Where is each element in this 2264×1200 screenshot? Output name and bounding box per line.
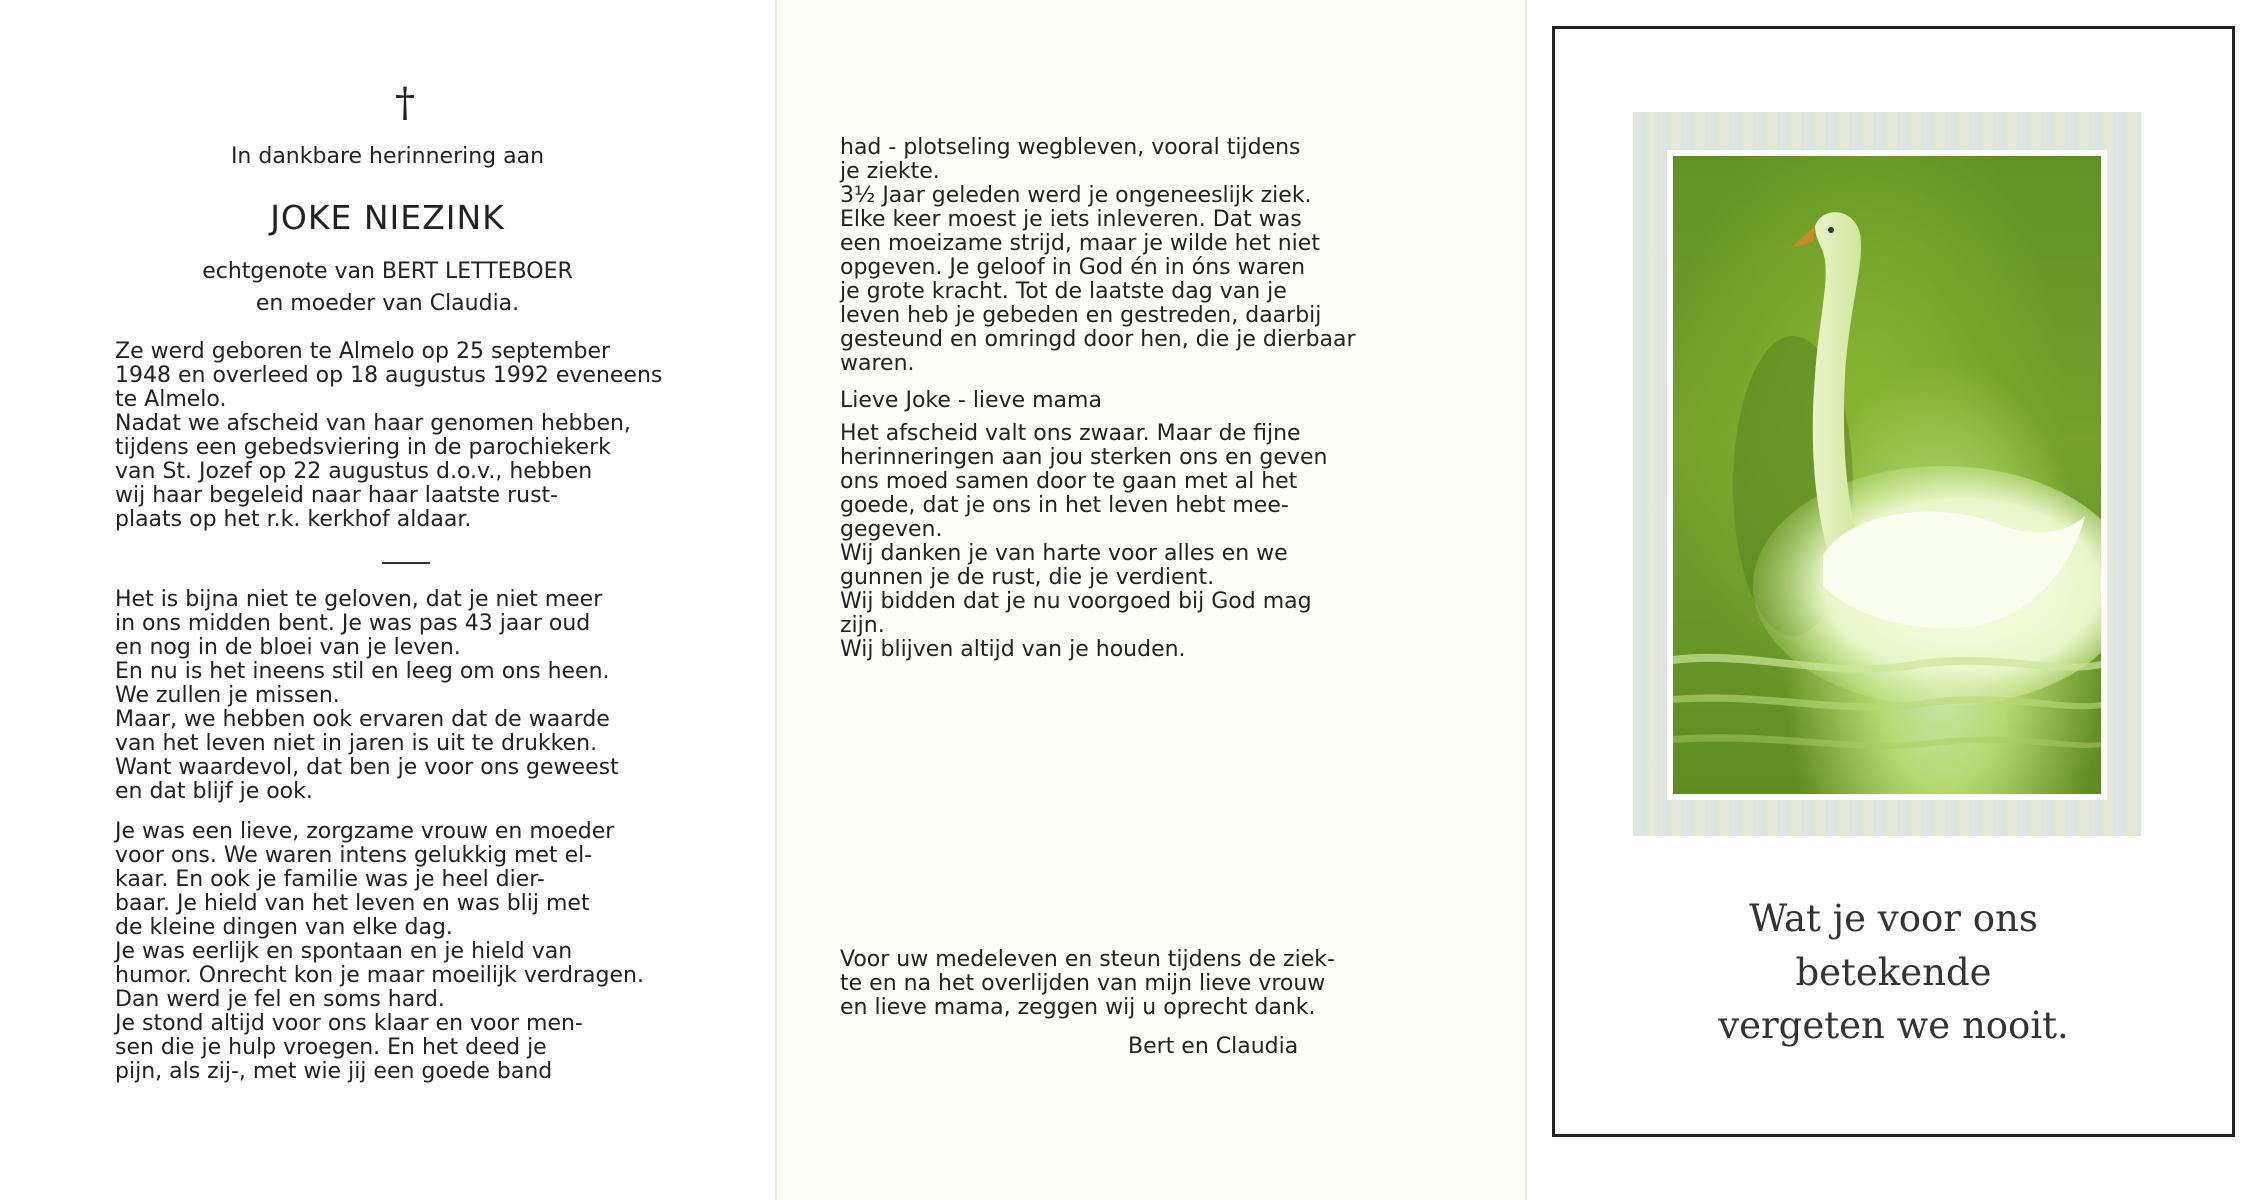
text-line: de kleine dingen van elke dag. bbox=[115, 915, 453, 940]
paragraph-character bbox=[115, 820, 699, 1084]
text-line: Ze werd geboren te Almelo op 25 september bbox=[115, 339, 611, 364]
text-line: voor ons. We waren intens gelukkig met el- bbox=[115, 843, 593, 868]
text-line: zijn. bbox=[840, 613, 885, 638]
text-line: Maar, we hebben ook ervaren dat de waarde bbox=[115, 707, 610, 732]
motto-line: vergeten we nooit. bbox=[1718, 1004, 2069, 1047]
spouse-line: echtgenote van BERT LETTEBOER bbox=[202, 259, 573, 284]
text-line: Je stond altijd voor ons klaar en voor men- bbox=[115, 1011, 583, 1036]
motto-line: Wat je voor ons bbox=[1749, 897, 2038, 940]
text-line: leven heb je gebeden en gestreden, daarbij bbox=[840, 303, 1322, 328]
text-line: tijdens een gebedsviering in de parochiekerk bbox=[115, 435, 611, 460]
text-line: plaats op het r.k. kerkhof aldaar. bbox=[115, 507, 472, 532]
text-line: Je was eerlijk en spontaan en je hield van bbox=[115, 939, 573, 964]
text-line: Wij bidden dat je nu voorgoed bij God mag bbox=[840, 589, 1312, 614]
text-line: kaar. En ook je familie was je heel dier- bbox=[115, 867, 545, 892]
paragraph-farewell bbox=[840, 422, 1422, 662]
text-line: je grote kracht. Tot de laatste dag van je bbox=[840, 279, 1287, 304]
text-line: van het leven niet in jaren is uit te drukken. bbox=[115, 731, 598, 756]
text-line: in ons midden bent. Je was pas 43 jaar oud bbox=[115, 611, 591, 636]
deceased-name: JOKE NIEZINK bbox=[270, 198, 505, 237]
text-line: We zullen je missen. bbox=[115, 683, 340, 708]
text-line: en lieve mama, zeggen wij u oprecht dank. bbox=[840, 995, 1316, 1020]
fold-line bbox=[1525, 0, 1527, 1200]
paragraph-biography bbox=[115, 340, 699, 532]
mother-line: en moeder van Claudia. bbox=[255, 291, 520, 316]
text-line: gunnen je de rust, die je verdient. bbox=[840, 565, 1215, 590]
text-line: Voor uw medeleven en steun tijdens de ziek- bbox=[840, 947, 1335, 972]
intro-text: In dankbare herinnering aan bbox=[230, 144, 545, 169]
divider-rule bbox=[382, 562, 430, 564]
text-line: gegeven. bbox=[840, 517, 943, 542]
subheading: Lieve Joke - lieve mama bbox=[840, 388, 1102, 413]
text-line: een moeizame strijd, maar je wilde het niet bbox=[840, 231, 1320, 256]
text-line: wij haar begeleid naar haar laatste rust- bbox=[115, 483, 559, 508]
text-line: Je was een lieve, zorgzame vrouw en moeder bbox=[115, 819, 615, 844]
text-line: sen die je hulp vroegen. En het deed je bbox=[115, 1035, 547, 1060]
fold-line bbox=[775, 0, 777, 1200]
text-line: en dat blijf je ook. bbox=[115, 779, 313, 804]
text-line: Het is bijna niet te geloven, dat je niet meer bbox=[115, 587, 603, 612]
text-line: Wij blijven altijd van je houden. bbox=[840, 637, 1186, 662]
text-line: Wij danken je van harte voor alles en we bbox=[840, 541, 1288, 566]
text-line: te en na het overlijden van mijn lieve vrouw bbox=[840, 971, 1326, 996]
swan-photo bbox=[1673, 156, 2101, 794]
text-line: te Almelo. bbox=[115, 387, 227, 412]
text-line: goede, dat je ons in het leven hebt mee- bbox=[840, 493, 1289, 518]
text-line: baar. Je hield van het leven en was blij met bbox=[115, 891, 590, 916]
text-line: humor. Onrecht kon je maar moeilijk verdragen. bbox=[115, 963, 644, 988]
text-line: herinneringen aan jou sterken ons en geven bbox=[840, 445, 1328, 470]
text-line: je ziekte. bbox=[840, 159, 940, 184]
signature: Bert en Claudia bbox=[1128, 1034, 1299, 1059]
text-line: 1948 en overleed op 18 augustus 1992 eveneens bbox=[115, 363, 663, 388]
text-line: En nu is het ineens stil en leeg om ons heen. bbox=[115, 659, 610, 684]
paragraph-tribute bbox=[115, 588, 699, 804]
text-line: ons moed samen door te gaan met al het bbox=[840, 469, 1298, 494]
text-line: van St. Jozef op 22 augustus d.o.v., hebben bbox=[115, 459, 593, 484]
text-line: en nog in de bloei van je leven. bbox=[115, 635, 461, 660]
swan-icon bbox=[1673, 156, 2101, 794]
text-line: opgeven. Je geloof in God én in óns waren bbox=[840, 255, 1306, 280]
paragraph-illness bbox=[840, 136, 1422, 376]
motto-line: betekende bbox=[1795, 951, 1992, 994]
text-line: had - plotseling wegbleven, vooral tijdens bbox=[840, 135, 1301, 160]
cross-icon: † bbox=[395, 80, 415, 126]
text-line: gesteund en omringd door hen, die je dierbaar bbox=[840, 327, 1356, 352]
text-line: 3½ Jaar geleden werd je ongeneeslijk ziek. bbox=[840, 183, 1312, 208]
text-line: Dan werd je fel en soms hard. bbox=[115, 987, 445, 1012]
text-line: Want waardevol, dat ben je voor ons geweest bbox=[115, 755, 619, 780]
text-line: Nadat we afscheid van haar genomen hebben, bbox=[115, 411, 631, 436]
paragraph-thanks bbox=[840, 948, 1422, 1020]
text-line: Elke keer moest je iets inleveren. Dat was bbox=[840, 207, 1302, 232]
text-line: Het afscheid valt ons zwaar. Maar de fijne bbox=[840, 421, 1301, 446]
text-line: pijn, als zij-, met wie jij een goede band bbox=[115, 1059, 553, 1084]
text-line: waren. bbox=[840, 351, 915, 376]
